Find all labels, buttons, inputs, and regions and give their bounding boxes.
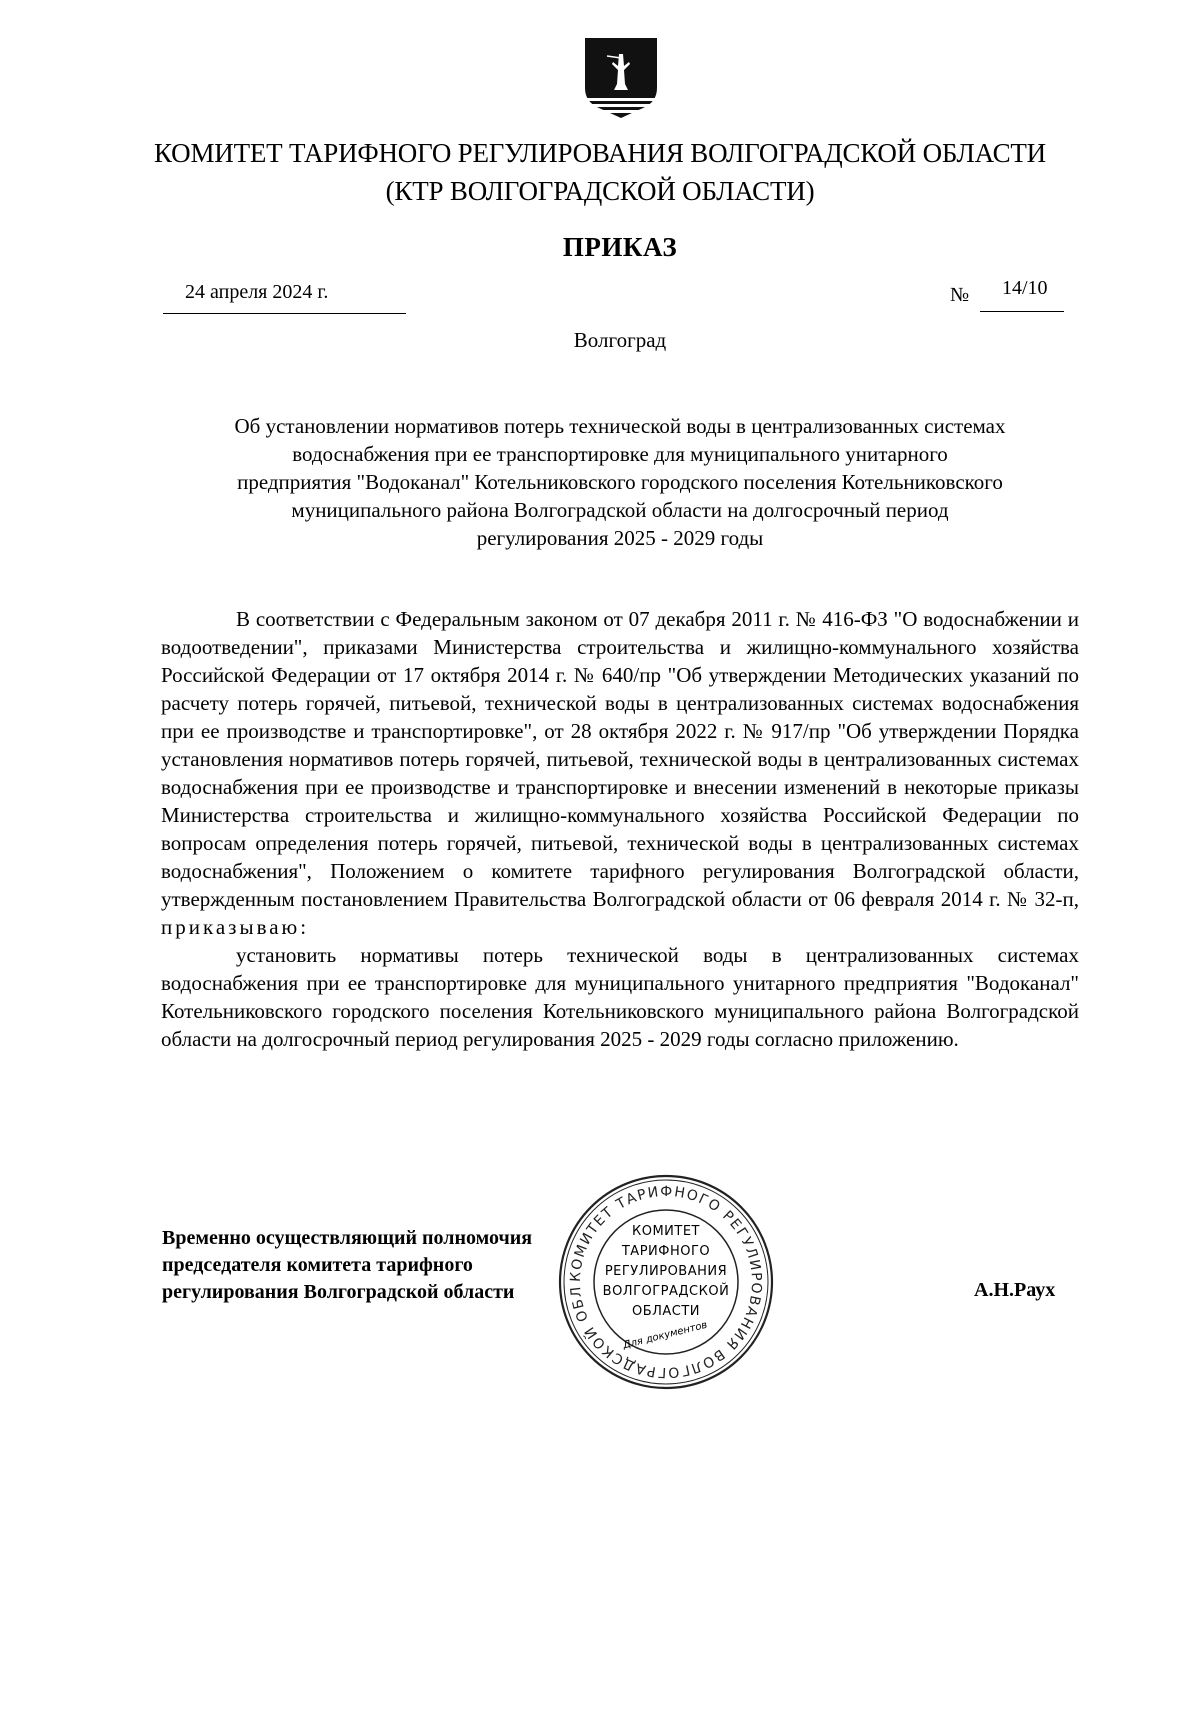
order-date: 24 апреля 2024 г. xyxy=(185,281,329,303)
seal-line: ВОЛГОГРАДСКОЙ xyxy=(602,1284,730,1299)
order-number-field xyxy=(980,275,1064,312)
order-number: 14/10 xyxy=(1002,277,1048,299)
number-sign: № xyxy=(950,284,970,306)
body-paragraph-preamble xyxy=(161,605,1079,941)
body-paragraph-resolution: установить нормативы потерь технической воды в централизованных системах водоснабжения при ее транспортировке для муниципального унитарного предприятия "Водоканал" Котельниковского городского поселения Котельниковского муниципального района Волгоградской области на долгосрочный период регулирования 2025 - 2029 годы согласно приложению. xyxy=(161,943,1079,1051)
signatory-title xyxy=(162,1225,532,1306)
seal-line: РЕГУЛИРОВАНИЯ xyxy=(604,1264,728,1279)
signatory-name: А.Н.Раух xyxy=(974,1279,1056,1301)
order-body xyxy=(161,605,1079,1053)
seal-line: ТАРИФНОГО xyxy=(621,1244,711,1259)
organization-name: КОМИТЕТ ТАРИФНОГО РЕГУЛИРОВАНИЯ ВОЛГОГРАДСКОЙ ОБЛАСТИ xyxy=(154,138,1046,168)
seal-line: КОМИТЕТ xyxy=(632,1224,700,1239)
order-date-field xyxy=(163,277,406,314)
order-city: Волгоград xyxy=(573,328,667,352)
signatory-title-line: Временно осуществляющий полномочия xyxy=(162,1227,533,1249)
subject-line: муниципального района Волгоградской области на долгосрочный период xyxy=(291,498,949,522)
coat-of-arms-icon xyxy=(583,36,659,132)
organization-title xyxy=(0,134,1200,210)
subject-line: Об установлении нормативов потерь технической воды в централизованных системах xyxy=(234,414,1006,438)
official-seal xyxy=(556,1172,776,1392)
seal-line: ОБЛАСТИ xyxy=(631,1304,701,1319)
document-type-heading: ПРИКАЗ xyxy=(562,232,678,262)
preamble-text: В соответствии с Федеральным законом от 07 декабря 2011 г. № 416-ФЗ "О водоснабжении и водоотведении", приказами Министерства строительства и жилищно-коммунального хозяйства Российской Федерации от 17 октября 2014 г. № 640/пр "Об утверждении Методических указаний по расчету потерь горячей, питьевой, технической воды в централизованных системах водоснабжения при ее производстве и транспортировке", от 28 октября 2022 г. № 917/пр "Об утверждении Порядка установления нормативов потерь горячей, питьевой, технической воды в централизованных системах водоснабжения при ее производстве и транспортировке и внесении изменений в некоторые приказы Министерства строительства и жилищно-коммунального хозяйства Российской Федерации по вопросам определения потерь горячей, питьевой, технической воды в централизованных системах водоснабжения", Положением о комитете тарифного регулирования Волгоградской области, утвержденным постановлением Правительства Волгоградской области от 06 февраля 2014 г. № 32-п, xyxy=(161,607,1079,911)
seal-outer-text: КОМИТЕТ ТАРИФНОГО РЕГУЛИРОВАНИЯ ВОЛГОГРАДСКОЙ ОБЛ xyxy=(567,1183,765,1381)
signatory-title-line: регулирования Волгоградской области xyxy=(162,1281,515,1303)
subject-line: водоснабжения при ее транспортировке для муниципального унитарного xyxy=(292,442,948,466)
order-keyword: приказываю: xyxy=(161,915,310,939)
organization-abbreviation: (КТР ВОЛГОГРАДСКОЙ ОБЛАСТИ) xyxy=(385,176,815,206)
seal-small-text: Для документов xyxy=(621,1319,709,1352)
subject-line: предприятия "Водоканал" Котельниковского городского поселения Котельниковского xyxy=(237,470,1003,494)
subject-line: регулирования 2025 - 2029 годы xyxy=(476,526,764,550)
seal-center-text xyxy=(599,1222,733,1322)
signatory-title-line: председателя комитета тарифного xyxy=(162,1254,473,1276)
order-subject xyxy=(150,412,1090,552)
